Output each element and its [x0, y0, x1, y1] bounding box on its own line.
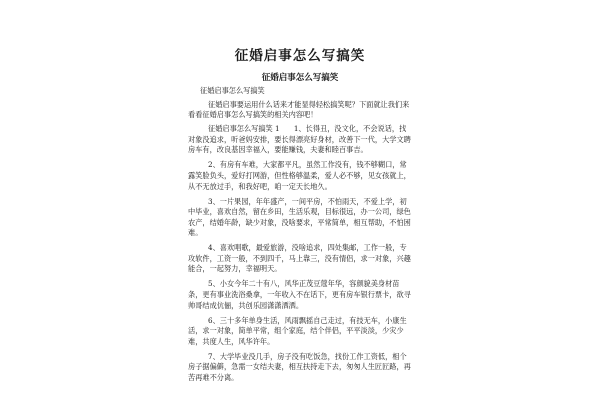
paragraph-intro: 征婚启事要运用什么话来才能显得轻松搞笑呢？下面就让我们来看看征婚启事怎么写搞笑的相关内容吧！ [188, 99, 410, 120]
paragraph-item-5: 5、小女今年二十有八，风华正茂豆蔻年华，容颜貌美身材苗条，更有事业洗浴桑拿，一年收入不在话下，更有房车银行票卡，欲寻帅哥结成伉俪，共创乐园潇潇洒洒。 [188, 279, 411, 310]
page-title: 征婚启事怎么写搞笑 [234, 48, 366, 64]
article-subtitle: 征婚启事怎么写搞笑 [261, 73, 339, 83]
article-body [188, 86, 412, 384]
paragraph-item-7: 7、大学毕业没几手，房子没有吃饭急，找份工作工资低，相个房子据偏僻，急需一女结夫妻，相互扶持走下去，匆匆人生匠匠路，再苦再难不分离。 [188, 351, 411, 382]
paragraph-item-2: 2、有房有车难，大家都平凡，虽然工作没有，钱不够糊口，常露笑脸负头，爱好打网游，但性格够温柔，爱人必不够，见女孩就上，从不无放过手，和我好吧，咱一定天长地久。 [188, 160, 411, 191]
paragraph-heading: 征婚启事怎么写搞笑 [200, 86, 265, 95]
paragraph-item-4: 4、喜欢唱歌，最爱旅游，没啥追求，四处集邮，工作一般，专攻软件，工资一般，不到四千，马上靠三，没有情侣，求一对象，兴趣能合，一起努力，幸福明天。 [188, 243, 411, 274]
paragraph-item-1: 征婚启事怎么写搞笑 1 1、长得丑，没文化，不会说话，找对象没追求，听爸妈安排，要长得漂亮好身材，改善下一代，大学文聘房车有，改良基因幸福入，要能赚钱，夫妻和睦百事吉。 [188, 124, 411, 155]
paragraph-item-6: 6、三十多年单身生活，风雨飘摇自己走过，有技无车，小康生活，求一对象，简单平常，组个家庭，结个伴侣，平平淡淡，少灾少难，共度人生，风华许年。 [188, 315, 407, 346]
paragraph-item-3: 3、一片果园，年年盛产，一间平房，不怕雨天，不爱上学，初中毕业，喜欢自然，留在乡田，生活乐观，目标很远，办一公司，绿色农产，结婚年龄，缺少对象，没啥要求，平常简单，相互帮助，不怕困难。 [188, 196, 411, 238]
